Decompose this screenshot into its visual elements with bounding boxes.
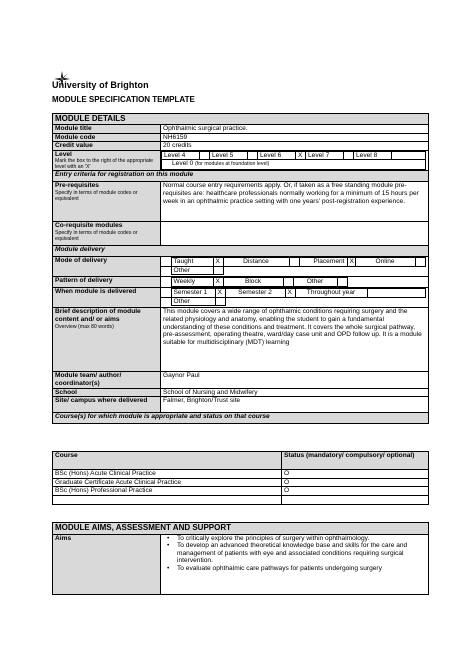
school-label: School bbox=[53, 388, 161, 397]
module-details-heading: MODULE DETAILS bbox=[53, 114, 429, 125]
course-column-header: Course bbox=[53, 452, 282, 470]
prerequisites-value: Normal course entry requirements apply. Or, if taken as a free standing module pre-requisites are: healthcare professionals normally working for a minimum of 15 hours per week in an ophthalmic practice setting with one years' post-registration experience. bbox=[161, 182, 429, 222]
courses-heading: Course(s) for which module is appropriate and status on that course bbox=[53, 413, 429, 424]
pattern-checkbox[interactable] bbox=[283, 278, 293, 286]
level0-note: (for modules at foundation level) bbox=[195, 161, 270, 168]
when-option: Semester 2 bbox=[225, 289, 285, 297]
when-option: Semester 1 bbox=[171, 289, 215, 297]
aims-label: Aims bbox=[53, 535, 161, 595]
university-name: University of Brighton bbox=[52, 80, 149, 90]
delivery-mode-checkbox[interactable] bbox=[289, 258, 299, 266]
pattern-checkbox[interactable]: X bbox=[213, 278, 223, 286]
table-row bbox=[53, 487, 429, 496]
course-status: O bbox=[282, 487, 429, 496]
course-name bbox=[53, 495, 282, 504]
delivery-mode-option: Placement bbox=[299, 258, 347, 266]
prerequisites-label: Pre-requisites bbox=[55, 182, 99, 190]
level-checkbox[interactable]: X bbox=[296, 151, 306, 159]
delivery-mode-checkbox[interactable]: X bbox=[347, 258, 355, 266]
level-checkbox[interactable] bbox=[200, 151, 210, 159]
course-name: Graduate Certificate Acute Clinical Practice bbox=[53, 478, 282, 487]
when-delivered-grid bbox=[161, 288, 426, 306]
when-checkbox[interactable]: X bbox=[215, 289, 225, 297]
brief-description-label-cell bbox=[53, 308, 161, 372]
mode-of-delivery-label: Mode of delivery bbox=[53, 257, 161, 277]
aims-list-cell bbox=[161, 535, 429, 595]
courses-table bbox=[52, 451, 429, 505]
delivery-mode-option: Taught bbox=[171, 258, 213, 266]
credit-value: 20 credits bbox=[161, 142, 429, 151]
level0-option: Level 0 bbox=[172, 160, 194, 168]
mode-of-delivery-grid bbox=[161, 257, 426, 275]
delivery-mode-other: Other bbox=[171, 266, 213, 274]
when-checkbox[interactable] bbox=[367, 289, 425, 297]
when-option: Throughout year bbox=[295, 289, 367, 297]
corequisite-label-cell bbox=[53, 222, 161, 246]
corequisite-value bbox=[161, 222, 429, 246]
module-details-table bbox=[52, 113, 429, 424]
module-code-value: NH6159 bbox=[161, 133, 429, 142]
level-label: Level bbox=[55, 150, 72, 158]
when-checkbox[interactable]: X bbox=[285, 289, 295, 297]
delivery-mode-option: Online bbox=[355, 258, 415, 266]
delivery-mode-checkbox[interactable]: X bbox=[213, 258, 223, 266]
pattern-checkbox[interactable] bbox=[337, 278, 347, 286]
level-option: Level 4 bbox=[162, 151, 200, 159]
module-title-label: Module title bbox=[53, 125, 161, 134]
course-name: BSc (Hons) Professional Practice bbox=[53, 487, 282, 496]
level-grid bbox=[161, 151, 426, 170]
school-value: School of Nursing and Midwifery bbox=[161, 388, 429, 397]
pattern-option: Other bbox=[293, 278, 337, 286]
site-label: Site/ campus where delivered bbox=[53, 397, 161, 413]
prerequisites-label-cell bbox=[53, 182, 161, 222]
corequisite-hint: Specify in terms of module codes or equivalent bbox=[55, 229, 138, 242]
list-item: • To develop an advanced theoretical knowledge base and skills for the care and management of patients with eye and associated conditions requiring surgical intervention. bbox=[177, 542, 426, 564]
prerequisites-hint: Specify in terms of module codes or equivalent bbox=[55, 189, 138, 202]
pattern-option: Weekly bbox=[171, 278, 213, 286]
pattern-option: Block bbox=[223, 278, 283, 286]
brief-description-value: This module covers a wide range of ophthalmic conditions requiring surgery and the related physiology and anatomy, enabling the student to gain a fundamental understanding of these conditions and treatment. It covers the whole surgical pathway, pre-assessment, operating theatre, ward/day case unit and OPD follow up. It is a module suitable for multidisciplinary (MDT) learning bbox=[161, 308, 429, 372]
when-other-checkbox[interactable] bbox=[215, 297, 225, 305]
level-checkbox[interactable] bbox=[248, 151, 258, 159]
delivery-mode-checkbox[interactable] bbox=[415, 258, 425, 266]
delivery-mode-option: Distance bbox=[223, 258, 289, 266]
level-checkbox[interactable] bbox=[392, 151, 426, 159]
delivery-mode-other-checkbox[interactable] bbox=[213, 266, 223, 274]
level-option: Level 8 bbox=[354, 151, 392, 159]
level-option: Level 7 bbox=[306, 151, 344, 159]
list-item: • To evaluate ophthalmic care pathways for patients undergoing surgery bbox=[177, 565, 426, 572]
corequisite-label: Co-requisite modules bbox=[55, 222, 123, 230]
brief-description-hint: Overview (max 80 words) bbox=[55, 323, 114, 330]
credit-value-label: Credit value bbox=[53, 142, 161, 151]
module-team-label: Module team/ author/ coordinator(s) bbox=[53, 372, 161, 388]
site-value: Falmer, Brighton/Trust site bbox=[161, 397, 429, 413]
level-label-cell bbox=[53, 150, 161, 171]
module-code-label: Module code bbox=[53, 133, 161, 142]
level-option: Level 6 bbox=[258, 151, 296, 159]
level-checkbox[interactable] bbox=[344, 151, 354, 159]
level-option: Level 5 bbox=[210, 151, 248, 159]
level-hint: Mark the box to the right of the appropriate level with an 'X' bbox=[55, 158, 154, 171]
table-row bbox=[53, 478, 429, 487]
course-status: O bbox=[282, 470, 429, 479]
pattern-of-delivery-grid bbox=[161, 277, 425, 286]
template-title: MODULE SPECIFICATION TEMPLATE bbox=[52, 95, 195, 104]
table-row bbox=[53, 495, 429, 504]
module-delivery-heading: Module delivery bbox=[53, 246, 429, 257]
entry-criteria-heading: Entry criteria for registration on this module bbox=[53, 171, 429, 182]
course-status bbox=[282, 495, 429, 504]
when-delivered-label: When module is delivered bbox=[53, 288, 161, 308]
list-item: • To critically explore the principles of surgery within ophthalmology. bbox=[177, 535, 426, 542]
module-aims-table bbox=[52, 522, 429, 595]
course-status: O bbox=[282, 478, 429, 487]
module-title-value: Ophthalmic surgical practice. bbox=[161, 125, 429, 134]
course-name: BSc (Hons) Acute Clinical Practice bbox=[53, 470, 282, 479]
module-aims-heading: MODULE AIMS, ASSESSMENT AND SUPPORT bbox=[53, 523, 429, 535]
table-row bbox=[53, 470, 429, 479]
brief-description-label: Brief description of module content and/ or aims bbox=[55, 308, 141, 323]
aims-list bbox=[163, 535, 426, 572]
when-other: Other bbox=[171, 297, 215, 305]
pattern-of-delivery-label: Pattern of delivery bbox=[53, 277, 161, 288]
module-team-value: Gaynor Paul bbox=[161, 372, 429, 388]
status-column-header: Status (mandatory/ compulsory/ optional) bbox=[282, 452, 429, 470]
